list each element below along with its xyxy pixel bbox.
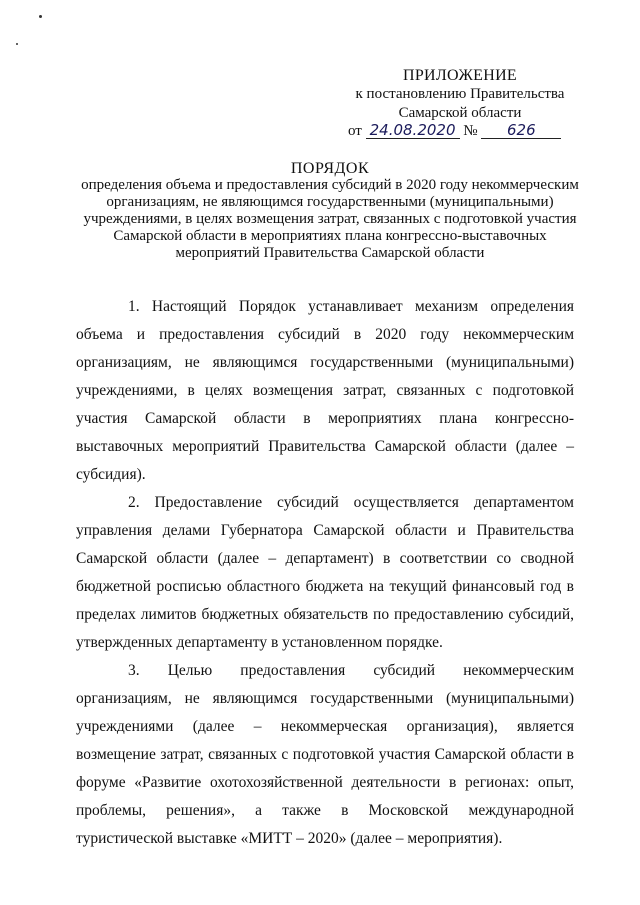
paragraph-2: 2. Предоставление субсидий осуществляется департаментом управления делами Губернатора Самарской области и Правительства Самарской области (далее – департамент) в соответствии со сводной бюджетной росписью областного бюджета на текущий финансовый год в пределах лимитов бюджетных обязательств по предоставлению субсидий, утвержденных департаменту в установленном порядке.: [76, 494, 574, 651]
appendix-title: ПРИЛОЖЕНИЕ: [402, 67, 517, 84]
appendix-ref-line-1: к постановлению Правительства: [355, 86, 565, 102]
appendix-ref-line-2: Самарской области: [398, 105, 522, 121]
document-title: ПОРЯДОК: [290, 160, 370, 177]
paragraph-1: 1. Настоящий Порядок устанавливает механизм определения объема и предоставления субсидий в 2020 году некоммерческим организациям, не являющимся государственными (муниципальными) учреждениями, в целях возмещения затрат, связанных с подготовкой участия Самарской области в мероприятиях плана конгрессно-выставочных мероприятий Правительства Самарской области (далее – субсидия).: [76, 298, 574, 483]
paragraph-3: 3. Целью предоставления субсидий некоммерческим организациям, не являющимся государственными (муниципальными) учреждениями (далее – некоммерческая организация), является возмещение затрат, связанных с подготовкой участия Самарской области в форуме «Развитие охотохозяйственной деятельности в регионах: опыт, проблемы, решения», а также в Московской международной туристической выставке «МИТТ – 2020» (далее – мероприятия).: [76, 662, 574, 847]
decree-date-number: [348, 121, 561, 141]
from-label: от: [348, 123, 362, 139]
document-subtitle: определения объема и предоставления субсидий в 2020 году некоммерческим организациям, не являющимся государственными (муниципальными) учреждениями, в целях возмещения затрат, связанных с подготовкой участия Самарской области в мероприятиях плана конгрессно-выставочных мероприятий Правительства Самарской области: [81, 177, 579, 261]
number-label: №: [463, 123, 478, 139]
document-body: [76, 293, 574, 853]
scan-speck: [16, 43, 18, 45]
handwritten-date: 24.08.2020: [366, 122, 460, 139]
handwritten-number: 626: [481, 122, 561, 139]
scan-speck: [39, 15, 42, 18]
appendix-header: [330, 66, 590, 123]
